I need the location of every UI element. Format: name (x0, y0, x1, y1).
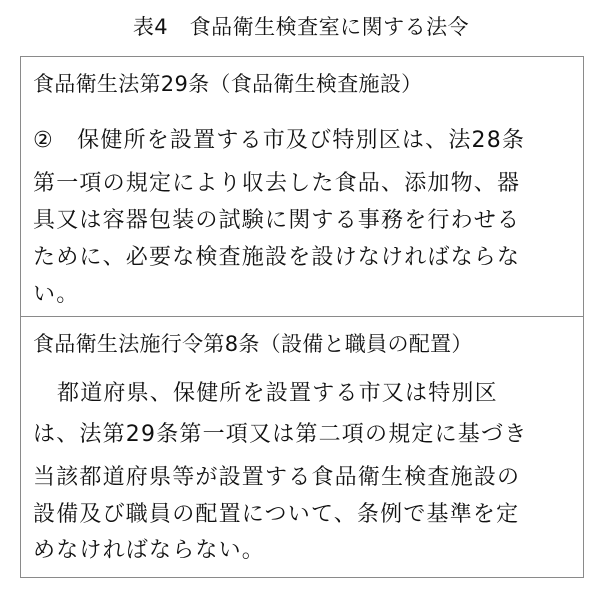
table-title: 表4 食品衛生検査室に関する法令 (132, 15, 470, 39)
section-heading: 食品衛生法第29条（食品衛生検査施設） (33, 72, 423, 96)
section-text-line: 具又は容器包装の試験に関する事務を行わせる (33, 208, 521, 233)
section-text-line: 設備及び職員の配置について、条例で基準を定 (33, 502, 520, 527)
law-section-enforcement-order-8 (21, 317, 583, 577)
law-section-food-sanitation-act-29 (21, 57, 583, 317)
section-text-line: は、法第29条第一項又は第二項の規定に基づき (33, 422, 528, 447)
section-text-line: ために、必要な検査施設を設けなければならな (33, 245, 521, 270)
section-heading: 食品衛生法施行令第8条（設備と職員の配置） (33, 332, 473, 356)
section-text-line: ② 保健所を設置する市及び特別区は、法28条 (33, 128, 526, 153)
section-text-line: い。 (33, 282, 80, 307)
section-text-line: 当該都道府県等が設置する食品衛生検査施設の (33, 465, 521, 490)
section-text-line: 第一項の規定により収去した食品、添加物、器 (33, 171, 521, 196)
law-table (20, 56, 584, 578)
section-text-line: 都道府県、保健所を設置する市又は特別区 (57, 381, 498, 406)
section-text-line: めなければならない。 (33, 538, 266, 563)
